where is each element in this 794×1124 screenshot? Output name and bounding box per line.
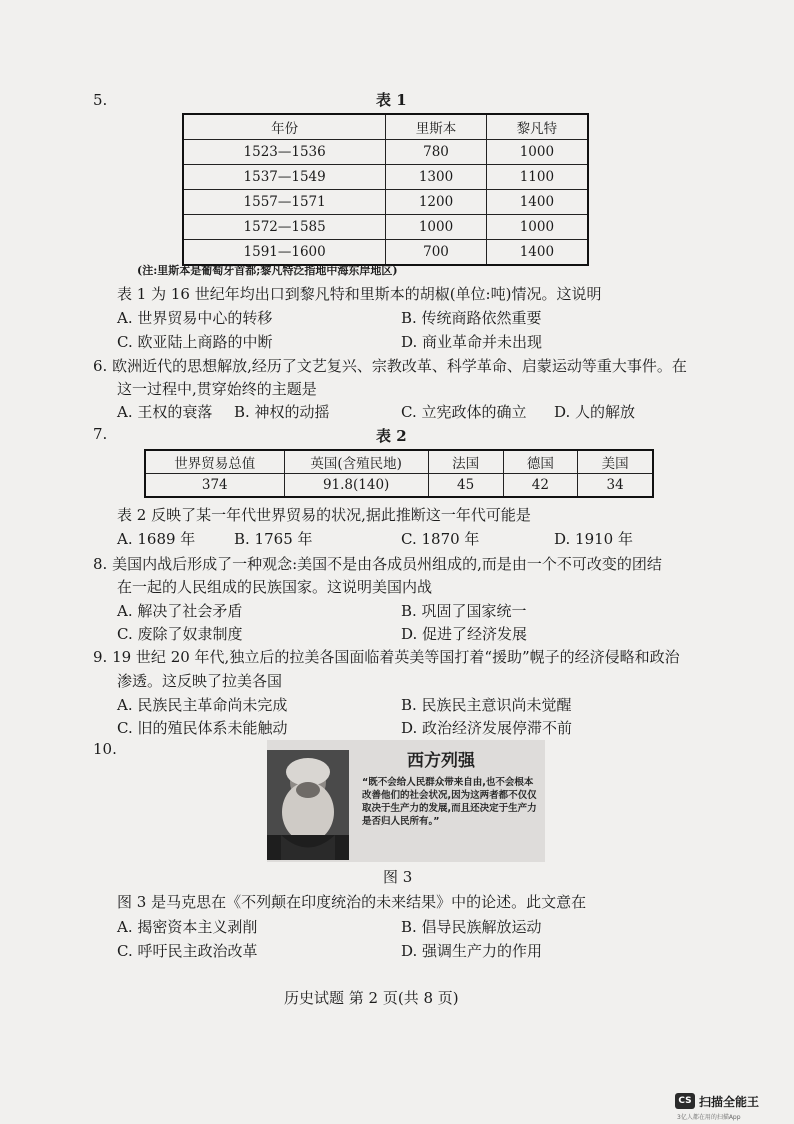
table-1-header: 黎凡特 — [486, 114, 588, 140]
figure-3-caption: 图 3 — [383, 868, 413, 886]
table-cell: 1557—1571 — [183, 190, 386, 215]
table-cell: 91.8(140) — [284, 474, 428, 498]
marx-portrait-image — [267, 750, 349, 860]
table-cell: 1000 — [486, 140, 588, 165]
table-cell: 34 — [578, 474, 653, 498]
table-cell: 1000 — [386, 215, 487, 240]
table-cell: 1523—1536 — [183, 140, 386, 165]
question-8-option-c[interactable]: C. 废除了奴隶制度 — [117, 625, 243, 643]
figure-3 — [267, 740, 545, 862]
table-cell: 374 — [145, 474, 284, 498]
table-cell: 780 — [386, 140, 487, 165]
table-cell: 42 — [503, 474, 578, 498]
question-8-option-b[interactable]: B. 巩固了国家统一 — [401, 602, 527, 620]
question-number-10: 10. — [93, 740, 117, 758]
table-1-note: (注:里斯本是葡萄牙首都;黎凡特泛指地中海东岸地区) — [137, 264, 398, 277]
table-row — [183, 165, 588, 190]
table-1-header: 年份 — [183, 114, 386, 140]
table-cell: 1000 — [486, 215, 588, 240]
table-cell: 700 — [386, 240, 487, 266]
question-10-option-b[interactable]: B. 倡导民族解放运动 — [401, 918, 542, 936]
table-2-header: 法国 — [428, 450, 503, 474]
question-6-option-b[interactable]: B. 神权的动摇 — [234, 403, 330, 421]
question-5-stem: 表 1 为 16 世纪年均出口到黎凡特和里斯本的胡椒(单位:吨)情况。这说明 — [117, 285, 602, 303]
table-1 — [182, 113, 589, 266]
table-cell: 1100 — [486, 165, 588, 190]
table-cell: 1400 — [486, 240, 588, 266]
camscanner-tagline: 3亿人都在用的扫描App — [677, 1114, 741, 1121]
table-cell: 1400 — [486, 190, 588, 215]
question-number-7: 7. — [93, 425, 108, 443]
table-row — [183, 140, 588, 165]
question-6-option-a[interactable]: A. 王权的衰落 — [117, 403, 213, 421]
question-6-stem-line-2: 这一过程中,贯穿始终的主题是 — [117, 380, 317, 398]
table-2-header: 德国 — [503, 450, 578, 474]
question-10-option-c[interactable]: C. 呼吁民主政治改革 — [117, 942, 258, 960]
question-10-option-d[interactable]: D. 强调生产力的作用 — [401, 942, 543, 960]
table-row — [183, 215, 588, 240]
question-6-stem-line-1: 6. 欧洲近代的思想解放,经历了文艺复兴、宗教改革、科学革命、启蒙运动等重大事件。在 — [93, 357, 687, 375]
question-7-option-d[interactable]: D. 1910 年 — [554, 530, 633, 548]
question-6-option-d[interactable]: D. 人的解放 — [554, 403, 636, 421]
question-5-option-c[interactable]: C. 欧亚陆上商路的中断 — [117, 333, 273, 351]
question-6-option-c[interactable]: C. 立宪政体的确立 — [401, 403, 527, 421]
question-8-option-a[interactable]: A. 解决了社会矛盾 — [117, 602, 243, 620]
table-row — [145, 474, 653, 498]
table-1-caption: 表 1 — [376, 91, 407, 109]
question-5-option-d[interactable]: D. 商业革命并未出现 — [401, 333, 543, 351]
table-cell: 1300 — [386, 165, 487, 190]
figure-quote: “既不会给人民群众带来自由,也不会根本改善他们的社会状况,因为这两者都不仅仅取决于生产力的发展,而且还决定于生产力是否归人民所有。” — [362, 777, 537, 827]
question-9-option-a[interactable]: A. 民族民主革命尚未完成 — [117, 696, 288, 714]
question-7-option-c[interactable]: C. 1870 年 — [401, 530, 480, 548]
question-8-option-d[interactable]: D. 促进了经济发展 — [401, 625, 528, 643]
question-9-stem-line-1: 9. 19 世纪 20 年代,独立后的拉美各国面临着英美等国打着“援助”幌子的经济侵略和政治 — [93, 648, 680, 666]
question-10-option-a[interactable]: A. 揭密资本主义剥削 — [117, 918, 258, 936]
table-cell: 45 — [428, 474, 503, 498]
table-2-header: 美国 — [578, 450, 653, 474]
table-cell: 1572—1585 — [183, 215, 386, 240]
table-row — [183, 190, 588, 215]
question-9-option-d[interactable]: D. 政治经济发展停滞不前 — [401, 719, 573, 737]
page-footer: 历史试题 第 2 页(共 8 页) — [284, 989, 459, 1007]
table-cell: 1200 — [386, 190, 487, 215]
question-9-option-c[interactable]: C. 旧的殖民体系未能触动 — [117, 719, 288, 737]
table-1-header: 里斯本 — [386, 114, 487, 140]
question-9-stem-line-2: 渗透。这反映了拉美各国 — [117, 672, 283, 690]
question-7-option-a[interactable]: A. 1689 年 — [117, 530, 196, 548]
table-2-header: 世界贸易总值 — [145, 450, 284, 474]
camscanner-name: 扫描全能王 — [699, 1095, 760, 1109]
question-10-stem: 图 3 是马克思在《不列颠在印度统治的未来结果》中的论述。此文意在 — [117, 893, 587, 911]
table-2-header: 英国(含殖民地) — [284, 450, 428, 474]
question-8-stem-line-2: 在一起的人民组成的民族国家。这说明美国内战 — [117, 578, 433, 596]
portrait-icon — [267, 750, 349, 860]
question-9-option-b[interactable]: B. 民族民主意识尚未觉醒 — [401, 696, 572, 714]
question-7-option-b[interactable]: B. 1765 年 — [234, 530, 313, 548]
table-cell: 1537—1549 — [183, 165, 386, 190]
table-2-caption: 表 2 — [376, 427, 407, 445]
question-5-option-a[interactable]: A. 世界贸易中心的转移 — [117, 309, 273, 327]
question-5-option-b[interactable]: B. 传统商路依然重要 — [401, 309, 542, 327]
question-7-stem: 表 2 反映了某一年代世界贸易的状况,据此推断这一年代可能是 — [117, 506, 531, 524]
table-2-header-row — [145, 450, 653, 474]
camscanner-logo-icon: CS — [675, 1093, 695, 1109]
question-number-5: 5. — [93, 91, 108, 109]
table-1-header-row — [183, 114, 588, 140]
table-cell: 1591—1600 — [183, 240, 386, 266]
table-2 — [144, 449, 654, 498]
figure-title: 西方列强 — [407, 751, 475, 771]
question-8-stem-line-1: 8. 美国内战后形成了一种观念:美国不是由各成员州组成的,而是由一个不可改变的团结 — [93, 555, 662, 573]
